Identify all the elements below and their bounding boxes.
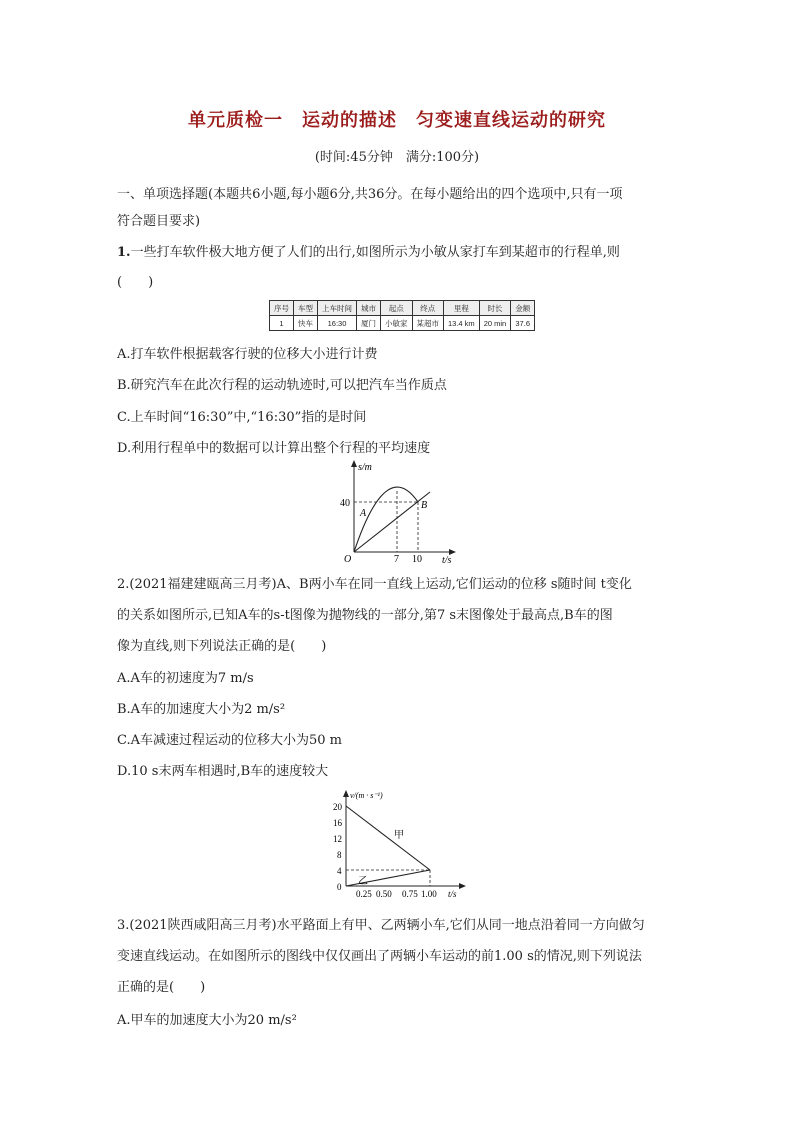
st-y-tick: 40 — [340, 498, 350, 509]
vt-x-tick: 1.00 — [421, 889, 437, 899]
col-header: 终点 — [412, 301, 444, 316]
st-xlabel: t/s — [442, 555, 452, 564]
st-origin: O — [344, 554, 352, 564]
q1-number: 1. — [117, 245, 131, 260]
trip-table — [269, 300, 535, 331]
table-cell: 小敏家 — [381, 316, 413, 331]
line-jia — [346, 806, 430, 870]
q1-option-b: B.研究汽车在此次行程的运动轨迹时,可以把汽车当作质点 — [117, 378, 447, 393]
label-jia: 甲 — [394, 830, 404, 841]
st-y-arrow — [351, 460, 357, 467]
q1-stem — [117, 241, 620, 260]
table-cell: 快车 — [294, 316, 318, 331]
table-cell: 37.6 — [511, 316, 535, 331]
q3-line-3: 正确的是( ) — [117, 980, 206, 995]
q2-line-3: 像为直线,则下列说法正确的是( ) — [117, 639, 327, 654]
q3-line-1: 3.(2021陕西咸阳高三月考)水平路面上有甲、乙两辆小车,它们从同一地点沿着同一方向做匀 — [117, 918, 645, 933]
vt-y-tick: 12 — [333, 834, 342, 844]
label-b: B — [421, 500, 428, 511]
trip-table-header — [270, 301, 535, 316]
vt-x-tick: 0.50 — [376, 889, 392, 899]
q2-line-1: 2.(2021福建建瓯高三月考)A、B两小车在同一直线上运动,它们运动的位移 s随时间 t变化 — [117, 577, 632, 592]
col-header: 起点 — [381, 301, 413, 316]
table-cell: 1 — [270, 316, 294, 331]
vt-y-tick: 0 — [337, 882, 342, 892]
table-cell: 某超市 — [412, 316, 444, 331]
section-heading-line-2: 符合题目要求) — [117, 214, 201, 229]
vt-x-tick: 0.75 — [402, 889, 418, 899]
q2-option-c: C.A车减速过程运动的位移大小为50 m — [117, 733, 343, 748]
st-x-tick-7: 7 — [394, 554, 399, 564]
vt-y-arrow — [343, 790, 349, 797]
q2-option-a: A.A车的初速度为7 m/s — [117, 671, 254, 686]
vt-ylabel: v/(m · s⁻¹) — [350, 791, 383, 800]
table-cell: 厦门 — [357, 316, 381, 331]
st-graph — [330, 456, 470, 564]
col-header: 城市 — [357, 301, 381, 316]
vt-xlabel: t/s — [448, 889, 457, 899]
table-cell: 16:30 — [318, 316, 357, 331]
vt-graph — [326, 786, 486, 904]
table-cell: 13.4 km — [444, 316, 480, 331]
label-yi: 乙 — [358, 876, 368, 887]
q1-option-a: A.打车软件根据载客行驶的位移大小进行计费 — [117, 347, 378, 362]
col-header: 车型 — [294, 301, 318, 316]
q1-option-d: D.利用行程单中的数据可以计算出整个行程的平均速度 — [117, 441, 431, 456]
q2-option-b: B.A车的加速度大小为2 m/s² — [117, 702, 286, 717]
col-header: 金额 — [511, 301, 535, 316]
st-ylabel: s/m — [358, 462, 372, 473]
q1-option-c: C.上车时间“16:30”中,“16:30”指的是时间 — [117, 410, 367, 425]
label-a: A — [360, 508, 367, 519]
col-header: 里程 — [444, 301, 480, 316]
q1-bracket: ( ) — [117, 275, 154, 290]
st-x-tick-10: 10 — [412, 554, 422, 564]
vt-y-tick: 16 — [333, 818, 342, 828]
q3-option-a: A.甲车的加速度大小为20 m/s² — [117, 1013, 297, 1028]
q2-option-d: D.10 s末两车相遇时,B车的速度较大 — [117, 764, 329, 779]
page-title: 单元质检一 运动的描述 匀变速直线运动的研究 — [188, 110, 606, 131]
vt-y-tick: 8 — [337, 850, 342, 860]
vt-y-tick: 20 — [333, 802, 342, 812]
col-header: 上车时间 — [318, 301, 357, 316]
q2-line-2: 的关系如图所示,已知A车的s-t图像为抛物线的一部分,第7 s末图像处于最高点,B车的图 — [117, 608, 613, 623]
section-heading-line-1: 一、单项选择题(本题共6小题,每小题6分,共36分。在每小题给出的四个选项中,只有一项 — [117, 187, 623, 202]
q3-line-2: 变速直线运动。在如图所示的图线中仅仅画出了两辆小车运动的前1.00 s的情况,则下列说法 — [117, 949, 642, 964]
vt-x-tick: 0.25 — [356, 889, 372, 899]
vt-y-tick: 4 — [337, 866, 342, 876]
exam-info: (时间:45分钟 满分:100分) — [314, 150, 480, 165]
vt-x-arrow — [459, 883, 466, 889]
col-header: 时长 — [479, 301, 511, 316]
q1-stem-text: 一些打车软件极大地方便了人们的出行,如图所示为小敏从家打车到某超市的行程单,则 — [130, 245, 620, 260]
curve-a — [354, 487, 418, 552]
table-cell: 20 min — [479, 316, 511, 331]
table-row — [270, 316, 535, 331]
col-header: 序号 — [270, 301, 294, 316]
